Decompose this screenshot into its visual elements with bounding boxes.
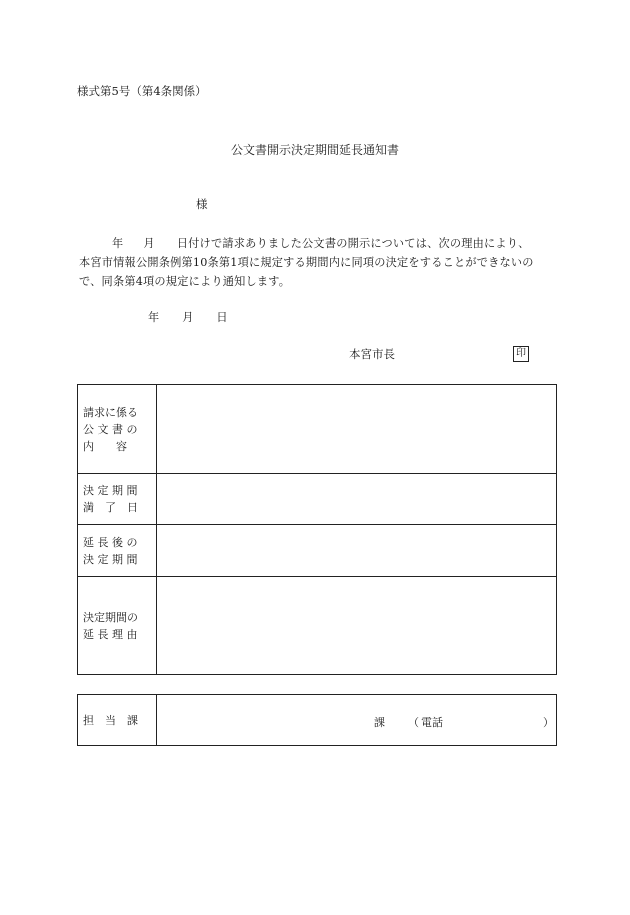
label-requested-document (78, 385, 157, 474)
form-number: 様式第5号（第4条関係） (77, 84, 207, 98)
table-row (78, 385, 557, 474)
label-line: 満 了 日 (83, 501, 138, 514)
issuer-name: 本宮市長 (349, 347, 395, 361)
label-line: 延 長 後 の (83, 535, 138, 549)
table-row (78, 474, 557, 525)
label-line: 内 容 (83, 439, 127, 453)
body-line-3: で、同条第4項の規定により通知します。 (79, 275, 291, 288)
body-line-1 (79, 238, 530, 249)
staff-table (77, 694, 557, 746)
table-row (78, 525, 557, 577)
phone-open-paren: （ (408, 716, 419, 729)
table-row (78, 577, 557, 675)
issue-date-month: 月 (182, 311, 194, 324)
value-requested-document[interactable] (157, 385, 557, 474)
table-row (78, 695, 557, 746)
body-date-year: 年 (112, 237, 124, 250)
label-extended-period (78, 525, 157, 577)
issue-date (148, 312, 228, 323)
value-decision-deadline[interactable] (157, 474, 557, 525)
label-line: 決定期間の (83, 610, 138, 624)
value-department[interactable] (157, 695, 557, 746)
document-title: 公文書開示決定期間延長通知書 (230, 143, 399, 157)
issue-date-year: 年 (148, 311, 160, 324)
issue-date-day: 日 (216, 311, 228, 324)
value-extended-period[interactable] (157, 525, 557, 577)
label-department: 担 当 課 (78, 695, 157, 746)
salutation: 様 (196, 197, 208, 211)
label-line: 決 定 期 間 (83, 484, 138, 497)
label-extension-reason (78, 577, 157, 675)
body-line-2: 本宮市情報公開条例第10条第1項に規定する期間内に同項の決定をすることができないの (79, 256, 534, 269)
label-line: 公 文 書 の (83, 422, 138, 436)
phone-label: 電話 (421, 716, 443, 729)
section-suffix: 課 (374, 716, 385, 729)
seal-mark: 印 (513, 346, 529, 362)
label-line: 延 長 理 由 (83, 627, 138, 641)
label-line: 請求に係る (83, 405, 138, 419)
request-details-table (77, 384, 557, 675)
label-line: 決 定 期 間 (83, 552, 138, 566)
value-extension-reason[interactable] (157, 577, 557, 675)
phone-close-paren: ） (543, 716, 554, 729)
body-line-1-text: 日付けで請求ありました公文書の開示については、次の理由により、 (176, 237, 530, 250)
label-decision-deadline (78, 474, 157, 525)
body-date-month: 月 (143, 237, 155, 250)
